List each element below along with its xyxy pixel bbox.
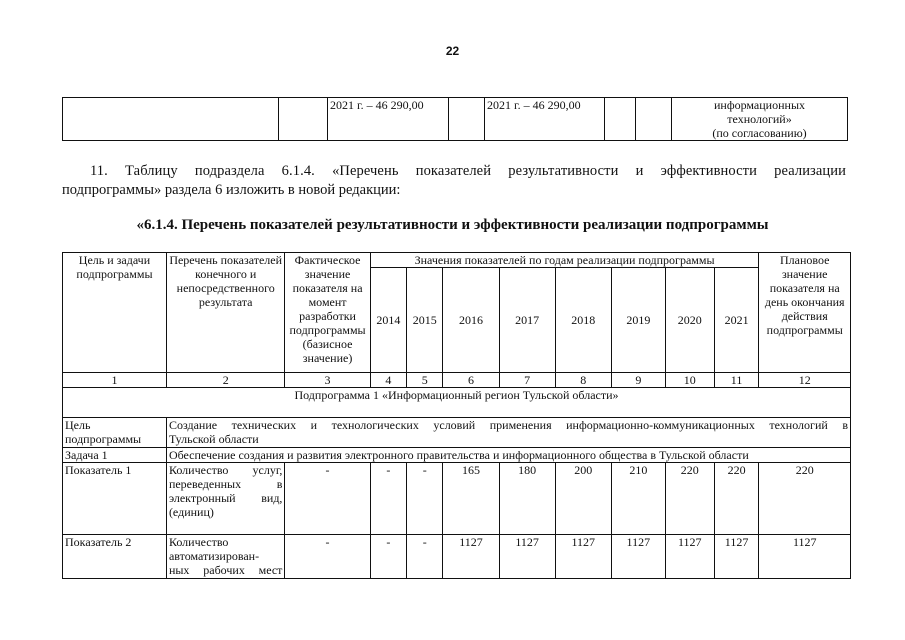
header-goal: Цель и задачи подпрограммы (63, 253, 167, 373)
header-indicator-list: Перечень показателей конечного и непосредственного результата (166, 253, 285, 373)
year-value: 180 (499, 463, 555, 535)
year-value: 220 (714, 463, 759, 535)
year-value: - (407, 463, 443, 535)
year-header: 2017 (499, 268, 555, 373)
table-row (63, 463, 851, 535)
year-header: 2019 (611, 268, 665, 373)
section-heading: «6.1.4. Перечень показателей результативности и эффективности реализации подпрограммы (136, 217, 769, 233)
year-header: 2014 (370, 268, 406, 373)
column-number: 4 (370, 373, 406, 388)
header-actual-value: Фактическое значение показателя на момент разработки подпрограммы (базисное значение) (285, 253, 370, 373)
column-number: 9 (611, 373, 665, 388)
year-value: 1127 (665, 535, 714, 579)
goal-text: Создание технических и технологических условий применения информационно-коммуникационных технологий в Тульской области (166, 418, 850, 448)
indicator-description: Количество услуг, переведенных в электронный вид, (единиц) (166, 463, 285, 535)
subprogram-title: Подпрограмма 1 «Информационный регион Тульской области» (63, 388, 851, 418)
paragraph-line-2: подпрограммы» раздела 6 изложить в новой редакции: (62, 182, 401, 198)
paragraph-line-1: 11. Таблицу подраздела 6.1.4. «Перечень показателей результативности и эффективности реализации (90, 163, 846, 179)
fragment-cell-a: 2021 г. – 46 290,00 (328, 98, 449, 141)
year-value: 165 (443, 463, 499, 535)
column-number: 11 (714, 373, 759, 388)
year-value: - (370, 463, 406, 535)
indicator-label: Показатель 1 (63, 463, 167, 535)
fragment-cell-b: 2021 г. – 46 290,00 (485, 98, 605, 141)
actual-value: - (285, 535, 370, 579)
year-header: 2018 (555, 268, 611, 373)
year-value: 1127 (555, 535, 611, 579)
indicator-label: Показатель 2 (63, 535, 167, 579)
year-value: - (407, 535, 443, 579)
actual-value: - (285, 463, 370, 535)
task-text: Обеспечение создания и развития электронного правительства и информационного общества в Тульской области (166, 448, 850, 463)
page-number: 22 (445, 44, 460, 58)
year-value: 200 (555, 463, 611, 535)
column-number: 10 (665, 373, 714, 388)
column-number: 6 (443, 373, 499, 388)
indicator-description: Количество автоматизирован- ных рабочих мест (166, 535, 285, 579)
column-number: 3 (285, 373, 370, 388)
year-value: 220 (665, 463, 714, 535)
year-value: 1127 (443, 535, 499, 579)
fragment-cell-right: информационных технологий» (по согласованию) (672, 98, 848, 141)
year-value: 1127 (499, 535, 555, 579)
previous-table-fragment (62, 97, 848, 141)
header-values-by-year: Значения показателей по годам реализации подпрограммы (370, 253, 759, 268)
column-number: 2 (166, 373, 285, 388)
column-number: 1 (63, 373, 167, 388)
instruction-paragraph (62, 162, 846, 200)
goal-label: Цель подпрограммы (63, 418, 167, 448)
column-number: 12 (759, 373, 851, 388)
year-header: 2016 (443, 268, 499, 373)
column-number: 8 (555, 373, 611, 388)
column-number: 5 (407, 373, 443, 388)
year-value: 1127 (714, 535, 759, 579)
year-value: 210 (611, 463, 665, 535)
year-header: 2021 (714, 268, 759, 373)
task-label: Задача 1 (63, 448, 167, 463)
planned-value: 1127 (759, 535, 851, 579)
table-row (63, 535, 851, 579)
header-planned-value: Плановое значение показателя на день окончания действия подпрограммы (759, 253, 851, 373)
column-number: 7 (499, 373, 555, 388)
year-header: 2020 (665, 268, 714, 373)
year-value: 1127 (611, 535, 665, 579)
planned-value: 220 (759, 463, 851, 535)
indicators-table (62, 252, 851, 579)
year-value: - (370, 535, 406, 579)
year-header: 2015 (407, 268, 443, 373)
